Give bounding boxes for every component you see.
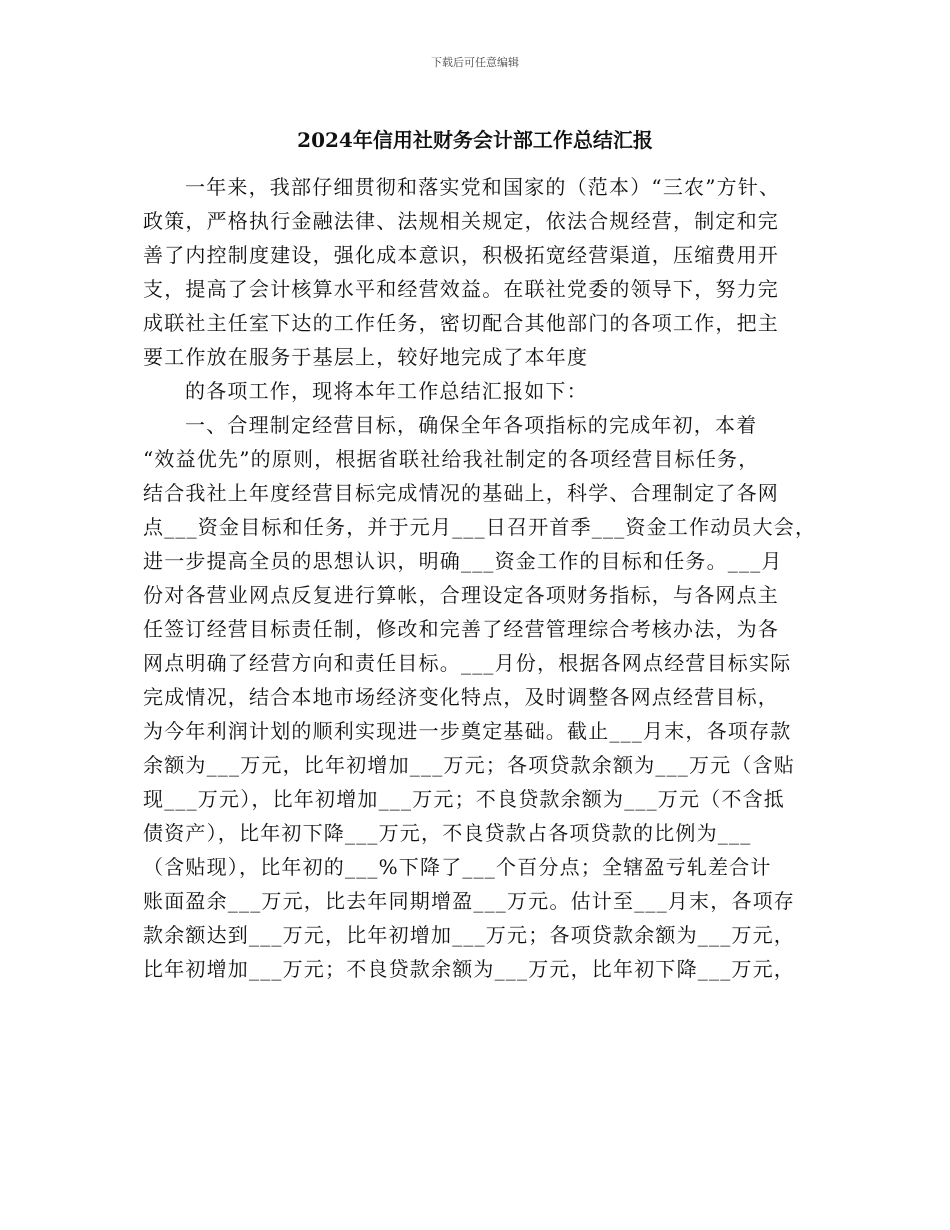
text-line: 一、合理制定经营目标，确保全年各项指标的完成年初，本着: [185, 413, 758, 437]
text-line: 网点明确了经营方向和责任目标。___月份，根据各网点经营目标实际: [143, 651, 792, 675]
text-line: 政策，严格执行金融法律、法规相关规定，依法合规经营，制定和完: [143, 209, 779, 233]
text-line: 完成情况，结合本地市场经济变化特点，及时调整各网点经营目标，: [143, 685, 779, 709]
header-note: 下载后可任意编辑: [431, 56, 519, 69]
text-line: 为今年利润计划的顺利实现进一步奠定基础。截止___月末，各项存款: [143, 719, 792, 743]
text-line: 进一步提高全员的思想认识，明确___资金工作的目标和任务。___月: [143, 549, 783, 573]
text-line: 善了内控制度建设，强化成本意识，积极拓宽经营渠道，压缩费用开: [143, 243, 779, 267]
text-line: 一年来，我部仔细贯彻和落实党和国家的（范本）“三农”方针、: [185, 175, 781, 199]
text-line: “效益优先”的原则，根据省联社给我社制定的各项经营目标任务，: [143, 447, 760, 471]
text-line: 成联社主任室下达的工作任务，密切配合其他部门的各项工作，把主: [143, 311, 779, 335]
text-line: 款余额达到___万元，比年初增加___万元；各项贷款余额为___万元，: [143, 923, 795, 947]
text-line: 比年初增加___万元；不良贷款余额为___万元，比年初下降___万元，: [143, 957, 795, 981]
text-line: 债资产），比年初下降___万元，不良贷款占各项贷款的比例为___: [143, 821, 752, 845]
text-line: （含贴现），比年初的___%下降了___个百分点；全辖盈亏轧差合计: [143, 855, 772, 879]
text-line: 账面盈余___万元，比去年同期增盈___万元。估计至___月末，各项存: [143, 889, 795, 913]
document-body: [143, 170, 843, 986]
text-line: 现___万元），比年初增加___万元；不良贷款余额为___万元（不含抵: [143, 787, 785, 811]
text-line: 结合我社上年度经营目标完成情况的基础上，科学、合理制定了各网: [143, 481, 779, 505]
text-line: 的各项工作，现将本年工作总结汇报如下：: [185, 379, 588, 403]
text-line: 要工作放在服务于基层上，较好地完成了本年度: [143, 345, 589, 369]
text-line: 份对各营业网点反复进行算帐，合理设定各项财务指标，与各网点主: [143, 583, 779, 607]
text-line: 支，提高了会计核算水平和经营效益。在联社党委的领导下，努力完: [143, 277, 779, 301]
document-title: 2024年信用社财务会计部工作总结汇报: [297, 128, 653, 152]
text-line: 余额为___万元，比年初增加___万元；各项贷款余额为___万元（含贴: [143, 753, 795, 777]
text-line: 任签订经营目标责任制，修改和完善了经营管理综合考核办法，为各: [143, 617, 779, 641]
text-line: 点___资金目标和任务，并于元月___日召开首季___资金工作动员大会，: [143, 515, 817, 539]
